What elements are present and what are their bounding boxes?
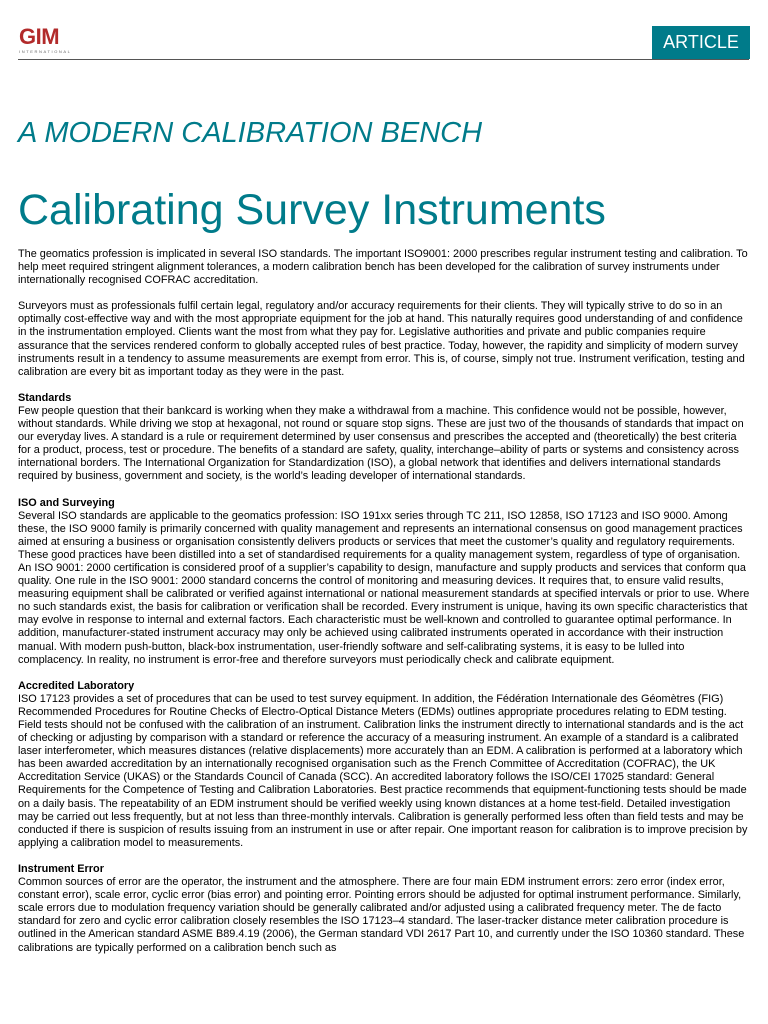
- section-body: Common sources of error are the operator, the instrument and the atmosphere. There are four main EDM instrument errors: zero error (index error, constant error), scale error, cyclic error (bias error) and pointing error. Pointing errors should be adjusted for optimal instrument performance. Similarly, scale errors due to modulation frequency variation should be generally calibrated and/or adjusted using a calibrated frequency meter. The de facto standard for zero and cyclic error calibration closely resembles the ISO 17123–4 standard. The laser-tracker distance meter calibration procedure is outlined in the American standard ASME B89.4.19 (2006), the German standard VDI 2617 Part 10, and currently under the ISO 10360 standard. These calibrations are typically performed on a calibration bench such as: [18, 876, 745, 954]
- article-kicker: A MODERN CALIBRATION BENCH: [18, 117, 483, 149]
- logo-subtext: INTERNATIONAL: [19, 49, 72, 54]
- section-accredited-laboratory: [18, 680, 750, 850]
- intro-paragraph-1: The geomatics profession is implicated in several ISO standards. The important ISO9001: 2000 prescribes regular instrument testing and calibration. To help meet required stringent alignment tolerances, a modern calibration bench has been developed for the calibration of survey instruments under internationally recognised COFRAC accreditation.: [18, 248, 748, 287]
- section-iso-and-surveying: [18, 497, 750, 667]
- logo-text: GIM: [19, 24, 60, 49]
- section-instrument-error: [18, 863, 750, 955]
- section-heading: Accredited Laboratory: [18, 679, 135, 692]
- gim-logo[interactable]: [19, 26, 89, 60]
- article-title: Calibrating Survey Instruments: [18, 186, 606, 234]
- section-heading: Standards: [18, 391, 72, 404]
- article-body: [18, 248, 750, 968]
- page-header: [0, 0, 768, 70]
- section-heading: Instrument Error: [18, 862, 104, 875]
- section-standards: [18, 392, 750, 484]
- section-body: Several ISO standards are applicable to the geomatics profession: ISO 191xx series through TC 211, ISO 12858, ISO 17123 and ISO 9000. Among these, the ISO 9000 family is primarily concerned with quality management and represents an international consensus on good management practices aimed at ensuring a business or organisation consistently delivers products or services that meet the customer’s quality and regulatory requirements. These good practices have been distilled into a set of standardised requirements for a quality management system, regardless of type of organisation. An ISO 9001: 2000 certification is considered proof of a supplier’s capability to design, manufacture and supply products and services that conform qua quality. One rule in the ISO 9001: 2000 standard concerns the control of monitoring and measuring devices. It requires that, to ensure valid results, measuring equipment shall be calibrated or verified against international or national measurement standards at specified intervals or prior to use. Where no such standards exist, the basis for calibration or verification shall be recorded. Every instrument is unique, having its own specific characteristics that may evolve in response to internal and external factors. Each characteristic must be well-known and controlled to guarantee optimal performance. In addition, manufacturer-stated instrument accuracy may only be achieved using calibrated instruments operated in accordance with their instruction manual. With modern push-button, black-box instrumentation, user-friendly software and self-calibrating systems, it is easy to be lulled into complacency. In reality, no instrument is error-free and therefore surveyors must periodically check and calibrate equipment.: [18, 509, 750, 666]
- article-badge: ARTICLE: [652, 26, 750, 59]
- section-body: Few people question that their bankcard is working when they make a withdrawal from a machine. This confidence would not be possible, however, without standards. While driving we stop at hexagonal, not round or square stop signs. These are just two of the thousands of standards that impact on our everyday lives. A standard is a rule or requirement determined by user consensus and prescribes the accepted and (theoretically) the best criteria for a product, process, test or procedure. The benefits of a standard are safety, quality, interchange–ability of parts or systems and consistency across international borders. The International Organization for Standardization (ISO), a global network that identifies and delivers international standards required by business, government and society, is the world’s leading developer of international standards.: [18, 404, 744, 483]
- header-divider: [18, 59, 749, 60]
- section-body: ISO 17123 provides a set of procedures that can be used to test survey equipment. In addition, the Fédération Internationale des Géomètres (FIG) Recommended Procedures for Routine Checks of Electro-Optical Distance Meters (EDMs) outlines appropriate procedures relating to EDM testing. Field tests should not be confused with the calibration of an instrument. Calibration links the instrument directly to international standards and is the act of checking or adjusting by comparison with a standard or reference the accuracy of a measuring instrument. An example of a standard is a calibrated laser interferometer, which measures distances (relative displacements) more accurately than an EDM. A calibration is performed at a laboratory which has been awarded accreditation by an internationally recognised organisation such as the French Committee of Accreditation (COFRAC), the UK Accreditation Service (UKAS) or the Standards Council of Canada (SCC). An accredited laboratory follows the ISO/CEI 17025 standard: General Requirements for the Competence of Testing and Calibration Laboratories. Best practice recommends that equipment-functioning tests should be made on a daily basis. The repeatability of an EDM instrument should be verified weekly using known distances at a home test-field. Detailed investigation may be carried out less frequently, but at not less than three-monthly intervals. Calibration is generally performed less often than field tests and may be conducted if there is suspicion of results issuing from an instrument in use or after repair. One important reason for calibration is to improve precision by applying a calibration model to measurements.: [18, 692, 748, 849]
- section-heading: ISO and Surveying: [18, 496, 115, 509]
- intro-paragraph-2: Surveyors must as professionals fulfil certain legal, regulatory and/or accuracy requirements for their clients. They will typically strive to do so in an optimally cost-effective way and with the most appropriate equipment for the job at hand. This naturally requires good understanding of and confidence in the instrumentation employed. Clients want the most from what they pay for. Legislative authorities and private and public companies require assurance that the services rendered conform to globally accepted rules of best practice. Today, however, the rapidity and simplicity of modern survey instruments result in a tendency to assume measurements are exempt from error. This is, of course, simply not true. Instrument verification, testing and calibration are every bit as important today as they were in the past.: [18, 300, 745, 378]
